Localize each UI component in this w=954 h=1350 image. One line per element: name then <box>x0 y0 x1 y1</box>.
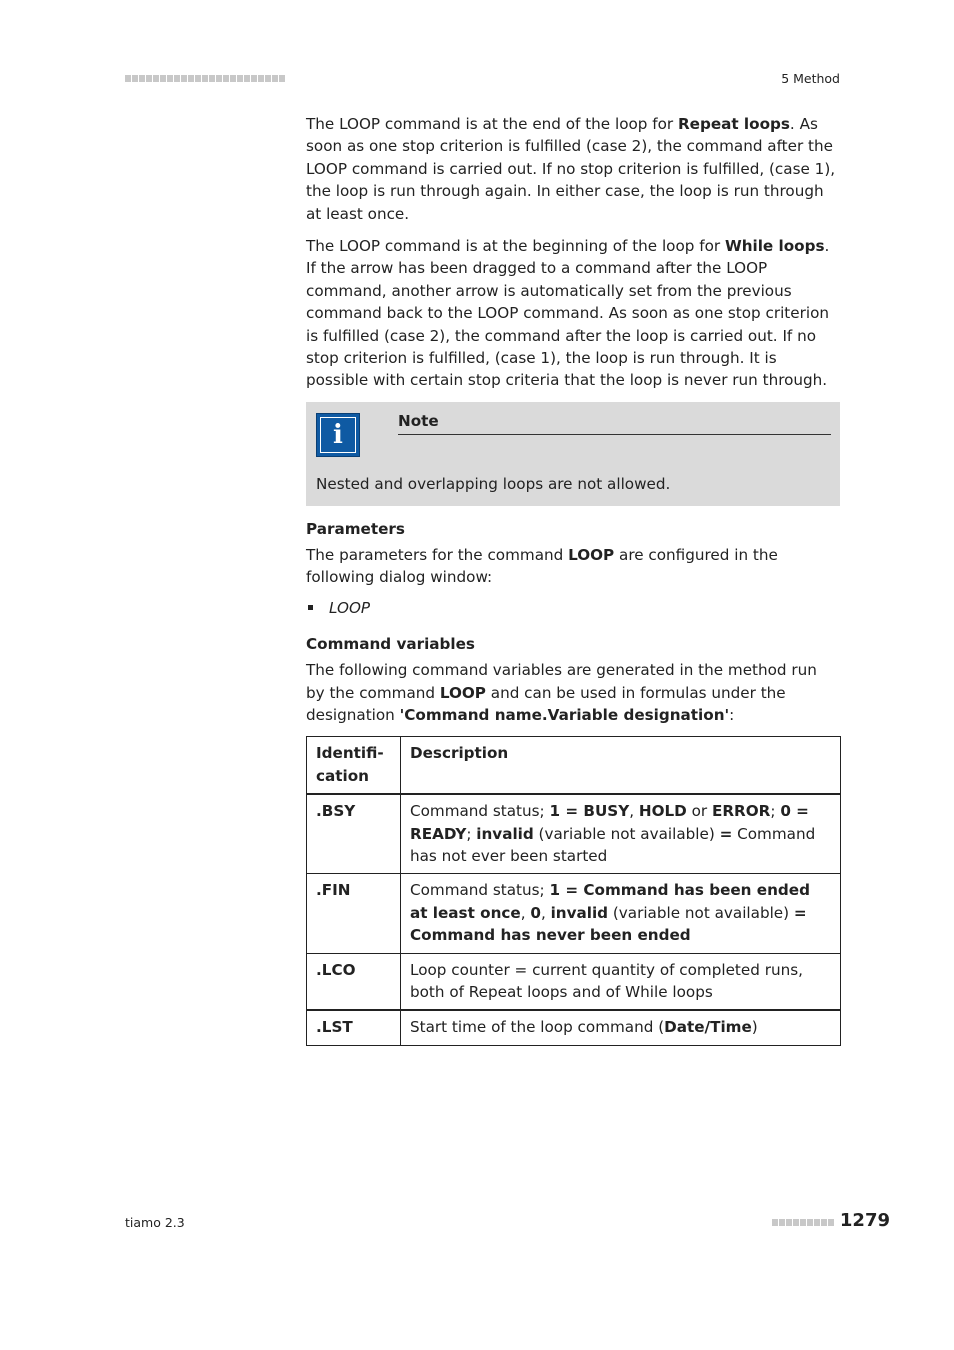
info-icon-glyph: i <box>320 417 356 453</box>
note-text: Nested and overlapping loops are not allowed. <box>316 474 671 493</box>
command-variables-table <box>306 736 841 1045</box>
paragraph-repeat-loops: The LOOP command is at the end of the loop for Repeat loops. As soon as one stop criterion is fulfilled (case 2), the command after the LOOP command is carried out. If no stop criterion is fulfilled, (case 1), the loop is run through again. In either case, the loop is run through at least once. <box>306 115 836 223</box>
variable-identifier: .FIN <box>307 874 401 953</box>
paragraph-command-variables: The following command variables are generated in the method run by the command LOOP and can be used in formulas under the designation 'Command name.Variable designation': <box>306 661 817 724</box>
bullet-list-item <box>306 597 840 619</box>
paragraph-while-loops: The LOOP command is at the beginning of the loop for While loops. If the arrow has been dragged to a command after the LOOP command, another arrow is automatically set from the previous command back to the LOOP command. As soon as one stop criterion is fulfilled (case 2), the command after the loop is carried out. If no stop criterion is fulfilled, (case 1), the loop is run through. It is possible with certain stop criteria that the loop is never run through. <box>306 237 830 390</box>
table-row <box>307 953 841 1010</box>
variable-identifier: .LCO <box>307 953 401 1010</box>
column-header-description: Description <box>401 737 841 794</box>
column-header-identification: Identifi- cation <box>307 737 401 794</box>
info-icon <box>316 413 360 457</box>
variable-description: Loop counter = current quantity of completed runs, both of Repeat loops and of While loops <box>401 953 841 1010</box>
paragraph-parameters: The parameters for the command LOOP are configured in the following dialog window: <box>306 545 778 587</box>
dialog-link-loop[interactable]: LOOP <box>329 598 371 617</box>
table-row <box>307 794 841 874</box>
variable-description: Command status; 1 = Command has been ended at least once, 0, invalid (variable not available) = Command has never been ended <box>401 874 841 953</box>
footer-product: tiamo 2.3 <box>125 1215 185 1230</box>
header-decoration <box>125 75 285 83</box>
page-content <box>306 113 840 1046</box>
variable-description: Command status; 1 = BUSY, HOLD or ERROR; 0 = READY; invalid (variable not available) = Command has not ever been started <box>401 794 841 874</box>
footer-decoration <box>772 1219 834 1226</box>
variable-description: Start time of the loop command (Date/Time) <box>401 1010 841 1045</box>
variable-identifier: .LST <box>307 1010 401 1045</box>
page-number: 1279 <box>839 1210 890 1231</box>
variable-identifier: .BSY <box>307 794 401 874</box>
note-box <box>306 402 840 506</box>
table-header-row <box>307 737 841 794</box>
table-row <box>307 1010 841 1045</box>
command-variables-heading: Command variables <box>306 635 475 654</box>
parameters-heading: Parameters <box>306 519 405 538</box>
chapter-title: 5 Method <box>781 71 840 86</box>
note-title: Note <box>398 410 831 435</box>
bullet-square-icon <box>308 605 313 610</box>
table-row <box>307 874 841 953</box>
